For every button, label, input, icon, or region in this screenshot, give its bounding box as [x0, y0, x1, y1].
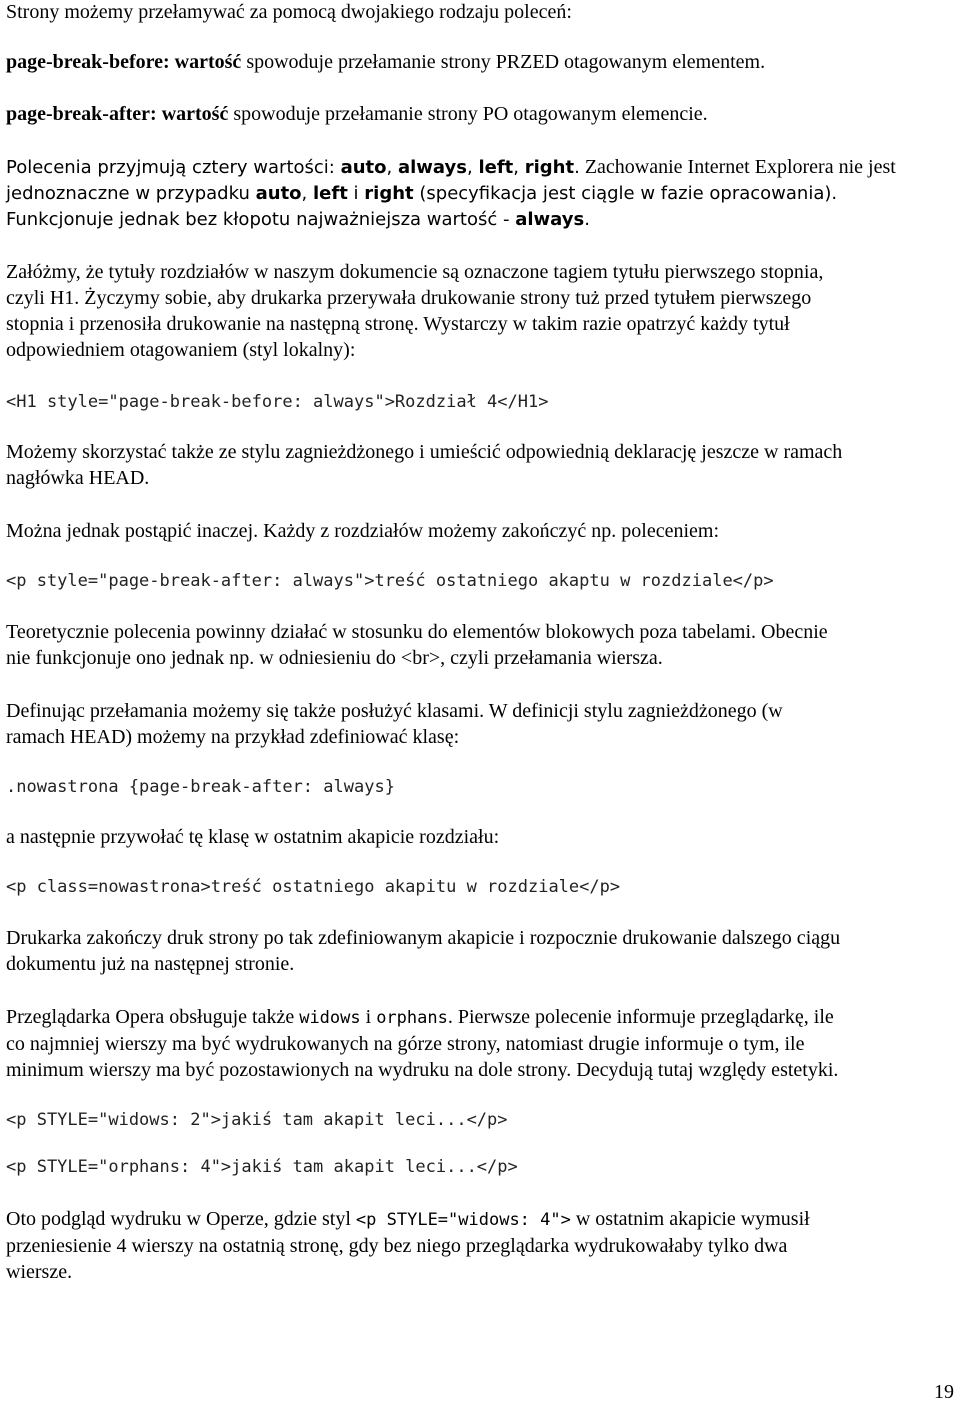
paragraph-h1-example: Załóżmy, że tytuły rozdziałów w naszym dokumencie są oznaczone tagiem tytułu pierwszego stopnia, czyli H1. Życzymy sobie, aby drukarka przerywała drukowanie strony tuż przed tytułem pierwszego stopnia i przenosiła drukowanie na następną stronę. Wystarczy w takim razie opatrzyć każdy tytuł odpowiedniem otagowaniem (styl lokalny):: [6, 261, 824, 361]
paragraph-theory: Teoretycznie polecenia powinny działać w stosunku do elementów blokowych poza tabelami. Obecnie nie funkcjonuje ono jednak np. w odniesieniu do <br>, czyli przełamania wiersza.: [6, 621, 828, 669]
paragraph-alternative: Można jednak postąpić inaczej. Każdy z rozdziałów możemy zakończyć np. poleceniem:: [6, 520, 720, 542]
paragraph-values: Polecenia przyjmują cztery wartości: auto, always, left, right. Zachowanie Internet Explorera nie jest jednoznaczne w przypadku auto, left i right (specyfikacja jest ciągle w fazie opracowania). Funkcjonuje jednak bez kłopotu najważniejsza wartość - always.: [6, 156, 896, 230]
code-orphans-example: <p STYLE="orphans: 4">jakiś tam akapit leci...</p>: [6, 1157, 518, 1177]
term-page-break-after: page-break-after: wartość: [6, 103, 229, 125]
paragraph-opera: Przeglądarka Opera obsługuje także widows i orphans. Pierwsze polecenie informuje przeglądarkę, ile co najmniej wierszy ma być wydrukowanych na górze strony, natomiast drugie informuje o tym, ile minimum wierszy ma być pozostawionych na wydruku na dole strony. Decydują tutaj względy estetyki.: [6, 1006, 839, 1081]
paragraph-intro: Strony możemy przełamywać za pomocą dwojakiego rodzaju poleceń:: [6, 1, 572, 23]
code-inline-widows: <p STYLE="widows: 4">: [355, 1210, 571, 1230]
code-class-definition: .nowastrona {page-break-after: always}: [6, 777, 395, 797]
paragraph-use-class: a następnie przywołać tę klasę w ostatnim akapicie rozdziału:: [6, 826, 500, 848]
code-h1-page-break: <H1 style="page-break-before: always">Rozdział 4</H1>: [6, 392, 549, 412]
term-page-break-before: page-break-before: wartość: [6, 51, 242, 73]
paragraph-page-break-before: page-break-before: wartość spowoduje przełamanie strony PRZED otagowanym elementem.: [6, 51, 766, 73]
code-p-class: <p class=nowastrona>treść ostatniego akapitu w rozdziale</p>: [6, 877, 621, 897]
page-number: 19: [934, 1381, 954, 1403]
code-widows: widows: [299, 1008, 361, 1028]
paragraph-preview: Oto podgląd wydruku w Operze, gdzie styl <p STYLE="widows: 4"> w ostatnim akapicie wymusił przeniesienie 4 wierszy na ostatnią stronę, gdy bez niego przeglądarka wydrukowałaby tylko dwa wiersze.: [6, 1208, 810, 1283]
paragraph-printer: Drukarka zakończy druk strony po tak zdefiniowanym akapicie i rozpocznie drukowanie dalszego ciągu dokumentu już na następnej stronie.: [6, 927, 841, 975]
code-widows-example: <p STYLE="widows: 2">jakiś tam akapit leci...</p>: [6, 1110, 508, 1130]
code-orphans: orphans: [376, 1008, 448, 1028]
code-p-page-break-after: <p style="page-break-after: always">treść ostatniego akaptu w rozdziale</p>: [6, 571, 774, 591]
paragraph-page-break-after: page-break-after: wartość spowoduje przełamanie strony PO otagowanym elemencie.: [6, 103, 708, 125]
paragraph-classes: Definując przełamania możemy się także posłużyć klasami. W definicji stylu zagnieżdżonego (w ramach HEAD) możemy na przykład zdefiniować klasę:: [6, 700, 783, 748]
paragraph-head-style: Możemy skorzystać także ze stylu zagnieżdżonego i umieścić odpowiednią deklarację jeszcze w ramach nagłówka HEAD.: [6, 441, 843, 489]
